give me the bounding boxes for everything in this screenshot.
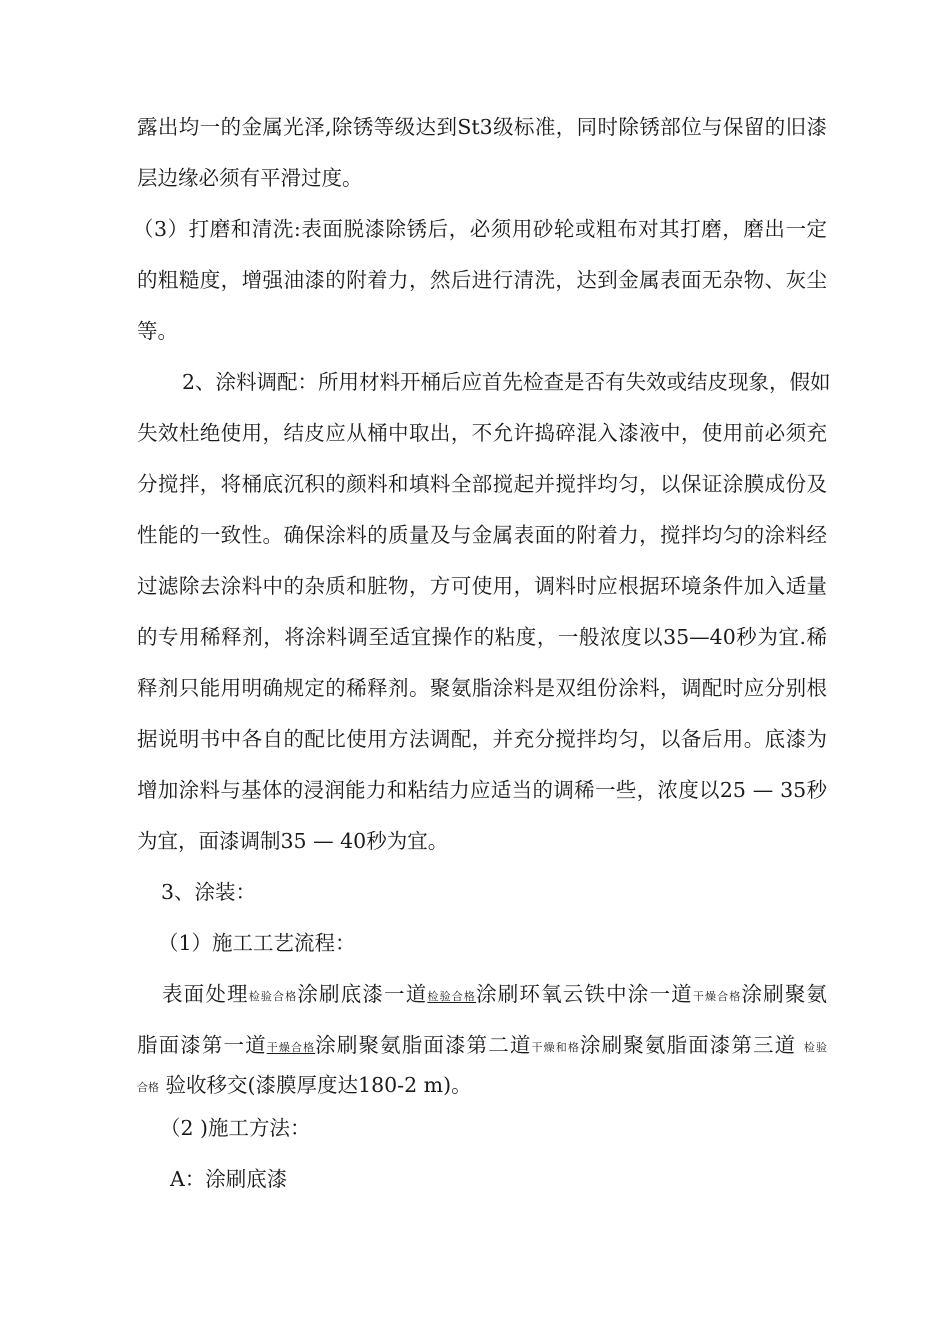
flow-step: 涂刷聚氨脂面漆第二道 <box>315 1033 532 1057</box>
flow-step: 涂刷底漆一道 <box>297 982 428 1006</box>
flow-arrow-label: 合格 <box>137 1081 159 1094</box>
text-line: 的粗糙度，增强油漆的附着力，然后进行清洗，达到金属表面无杂物、灰尘 <box>137 268 827 292</box>
text-line: 层边缘必须有平滑过度。 <box>137 166 363 190</box>
subheading-primer: A：涂刷底漆 <box>170 1167 288 1191</box>
flow-step: 表面处理 <box>162 982 249 1006</box>
flow-arrow-label: 检验 <box>803 1041 828 1054</box>
flow-arrow-label: 干燥合格 <box>692 990 742 1003</box>
text-line: 等。 <box>137 319 178 343</box>
text-line: 为宜，面漆调制35 — 40秒为宜。 <box>137 829 449 853</box>
subheading-construction-method: （2 )施工方法： <box>160 1116 311 1140</box>
flow-arrow-label: 检验合格 <box>427 990 477 1003</box>
flow-step: 涂刷聚氨 <box>741 982 828 1006</box>
flow-arrow-label: 干燥合格 <box>266 1041 316 1054</box>
flow-arrow-label: 检验合格 <box>248 990 298 1003</box>
process-flow-line-1 <box>162 980 827 1011</box>
section-heading-coating: 3、涂装： <box>161 880 257 904</box>
process-flow-line-3 <box>137 1071 827 1102</box>
text-line: 据说明书中各自的配比使用方法调配，并充分搅拌均匀，以备后用。底漆为 <box>137 727 827 751</box>
text-line: 增加涂料与基体的浸润能力和粘结力应适当的调稀一些，浓度以25 — 35秒 <box>137 778 827 802</box>
text-line: 释剂只能用明确规定的稀释剂。聚氨脂涂料是双组份涂料，调配时应分别根 <box>137 676 827 700</box>
process-flow-line-2 <box>137 1031 827 1062</box>
flow-step: 涂刷聚氨脂面漆第三道 <box>580 1033 797 1057</box>
section-heading-coating-mix: 2、涂料调配：所用材料开桶后应首先检查是否有失效或结皮现象，假如 <box>182 370 831 394</box>
text-line: （3）打磨和清洗:表面脱漆除锈后，必须用砂轮或粗布对其打磨，磨出一定 <box>133 217 827 241</box>
text-line: 分搅拌，将桶底沉积的颜料和填料全部搅起并搅拌均匀，以保证涂膜成份及 <box>137 472 827 496</box>
text-line: 过滤除去涂料中的杂质和脏物，方可使用，调料时应根据环境条件加入适量 <box>137 574 827 598</box>
text-line: 失效杜绝使用，结皮应从桶中取出，不允许捣碎混入漆液中，使用前必须充 <box>137 421 827 445</box>
flow-step: 验收移交(漆膜厚度达180-2 m)。 <box>165 1073 472 1097</box>
flow-step: 涂刷环氧云铁中涂一道 <box>476 982 693 1006</box>
text-line: 露出均一的金属光泽,除锈等级达到St3级标准，同时除锈部位与保留的旧漆 <box>137 115 827 139</box>
text-line: 的专用稀释剂，将涂料调至适宜操作的粘度，一般浓度以35—40秒为宜.稀 <box>137 625 827 649</box>
flow-step: 脂面漆第一道 <box>137 1033 267 1057</box>
flow-arrow-label: 干燥和格 <box>531 1041 580 1054</box>
text-line: 性能的一致性。确保涂料的质量及与金属表面的附着力，搅拌均匀的涂料经 <box>137 523 827 547</box>
subheading-process-flow: （1）施工工艺流程： <box>158 931 356 955</box>
